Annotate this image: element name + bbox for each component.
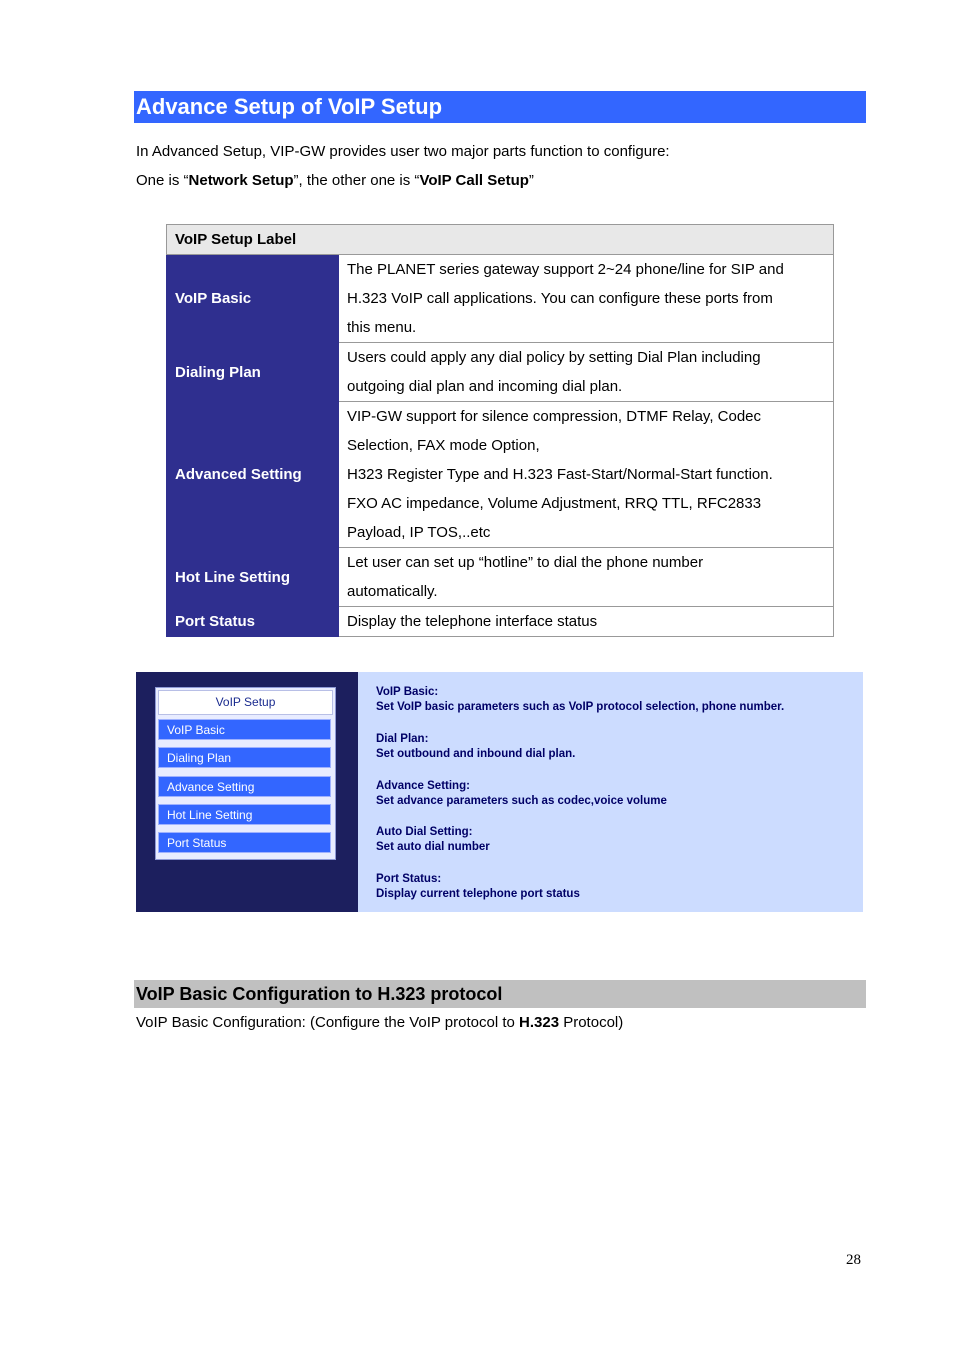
row-label: Dialing Plan [167,343,339,402]
para-text: VoIP Basic Configuration: (Configure the VoIP protocol to [136,1014,520,1031]
desc-line: Let user can set up “hotline” to dial the phone number [347,554,704,571]
desc-line: VIP-GW support for silence compression, DTMF Relay, Codec [347,408,762,425]
nav-pane [136,672,358,912]
desc-line: H.323 VoIP call applications. You can configure these ports from [347,290,773,307]
info-pane [358,672,863,912]
row-description [339,548,834,607]
info-text: Set auto dial number [376,841,490,853]
h323-term: H.323 [519,1014,560,1031]
info-item [376,779,667,809]
section-heading-bar [134,91,866,123]
section-heading: Advance Setup of VoIP Setup [136,94,443,119]
info-item [376,732,575,762]
row-description [339,343,834,402]
intro-line-2 [136,172,534,190]
subsection-heading-bar [134,980,866,1008]
info-text: Display current telephone port status [376,888,580,900]
nav-port-status-button[interactable]: Port Status [158,832,331,853]
para-text: Protocol) [559,1014,624,1031]
info-item [376,872,580,902]
desc-line: The PLANET series gateway support 2~24 phone/line for SIP and [347,261,784,278]
info-text: Set outbound and inbound dial plan. [376,748,576,760]
row-description [339,255,834,343]
desc-line: Users could apply any dial policy by setting Dial Plan including [347,349,761,366]
desc-line: this menu. [347,319,417,336]
nav-dialing-plan-button[interactable]: Dialing Plan [158,747,331,768]
row-label: VoIP Basic [167,255,339,343]
nav-voip-basic-button[interactable]: VoIP Basic [158,719,331,740]
info-title: Auto Dial Setting: [376,826,473,838]
desc-line: outgoing dial plan and incoming dial plan. [347,378,623,395]
table-row [167,607,834,637]
intro-text: One is “ [136,172,189,189]
table-row [167,548,834,607]
desc-line: FXO AC impedance, Volume Adjustment, RRQ TTL, RFC2833 [347,495,762,512]
intro-text: ”, the other one is “ [293,172,420,189]
info-text: Set VoIP basic parameters such as VoIP protocol selection, phone number. [376,701,785,713]
voip-setup-label-table [166,224,834,637]
desc-line: Payload, IP TOS,..etc [347,524,491,541]
desc-line: Selection, FAX mode Option, [347,437,540,454]
table-header: VoIP Setup Label [167,225,834,255]
intro-line-1: In Advanced Setup, VIP-GW provides user two major parts function to configure: [136,143,670,160]
info-text: Set advance parameters such as codec,voice volume [376,795,667,807]
table-row [167,255,834,343]
row-description [339,607,834,637]
table-row [167,402,834,548]
desc-line: automatically. [347,583,438,600]
nav-hot-line-setting-button[interactable]: Hot Line Setting [158,804,331,825]
info-title: Dial Plan: [376,733,429,745]
nav-title: VoIP Setup [158,690,333,715]
nav-advance-setting-button[interactable]: Advance Setting [158,776,331,797]
info-title: Advance Setting: [376,780,470,792]
network-setup-term: Network Setup [188,172,294,189]
desc-line: H323 Register Type and H.323 Fast-Start/Normal-Start function. [347,466,773,483]
info-item [376,825,490,855]
voip-call-setup-term: VoIP Call Setup [419,172,529,189]
row-description [339,402,834,548]
nav-menu [155,687,336,860]
info-item [376,685,784,715]
subsection-heading: VoIP Basic Configuration to H.323 protocol [136,984,503,1004]
table-row [167,343,834,402]
intro-text: ” [528,172,534,189]
info-title: Port Status: [376,873,442,885]
voip-setup-screenshot [136,672,863,912]
desc-line: Display the telephone interface status [347,613,598,630]
info-title: VoIP Basic: [376,686,439,698]
page-number: 28 [846,1252,861,1268]
row-label: Advanced Setting [167,402,339,548]
row-label: Port Status [167,607,339,637]
row-label: Hot Line Setting [167,548,339,607]
config-paragraph [136,1014,623,1032]
